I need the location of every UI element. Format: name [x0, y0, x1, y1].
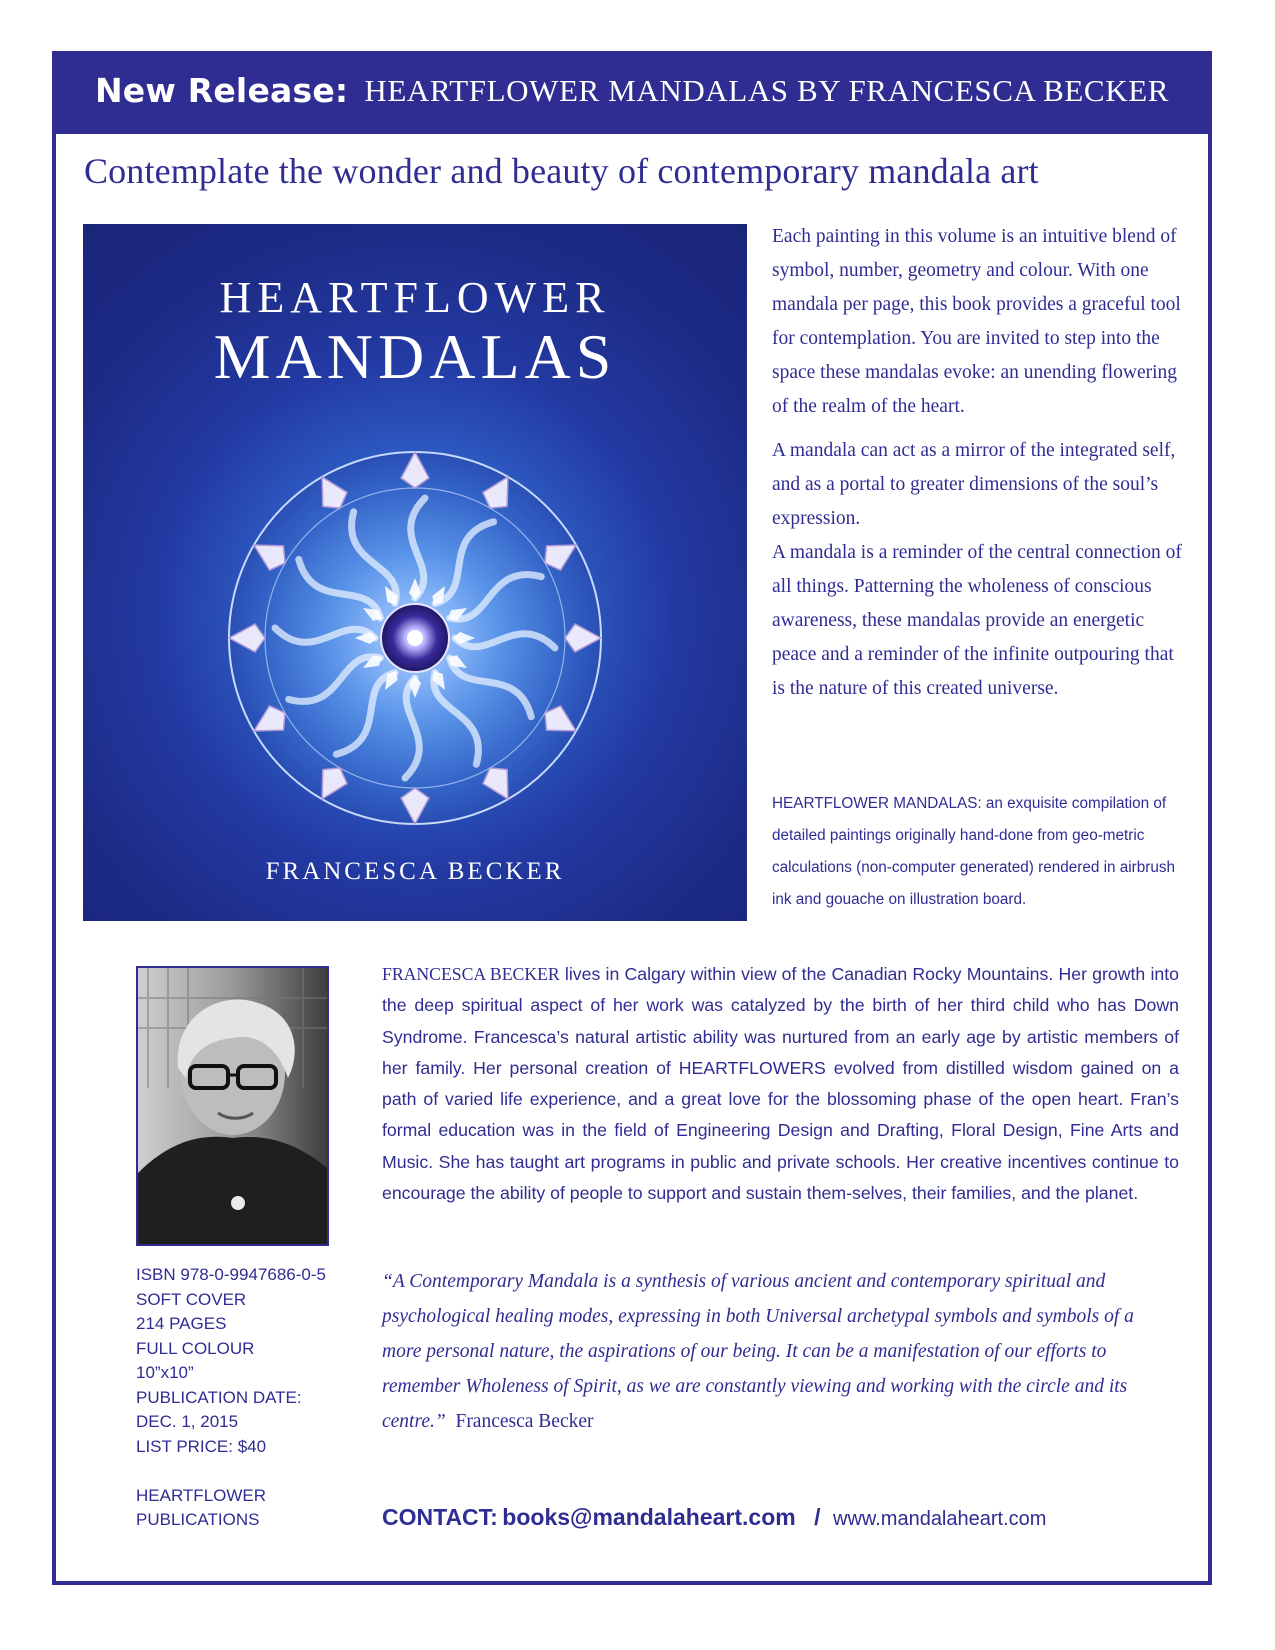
spec-isbn: ISBN 978-0-9947686-0-5 — [136, 1265, 326, 1284]
spec-publication-label: PUBLICATION DATE: — [136, 1387, 302, 1407]
banner-title: HEARTFLOWER MANDALAS BY FRANCESCA BECKER — [364, 72, 1170, 108]
spec-spacer — [136, 1459, 356, 1484]
spec-size: 10”x10” — [136, 1363, 194, 1382]
quote-text: “A Contemporary Mandala is a synthesis of various ancient and contemporary spiritual and psychological healing modes, expressing in both Universal archetypal symbols and symbols of a more personal nature, the aspirations of our being. It can be a manifestation of our efforts to remember Wholeness of Spirit, as we are constantly viewing and working with the circle and its centre.” — [382, 1271, 1134, 1432]
intro-text — [772, 220, 1182, 716]
spec-pages: 214 PAGES — [136, 1314, 227, 1333]
spec-list-price: LIST PRICE: $40 — [136, 1436, 267, 1456]
cover-title-line2: MANDALAS — [213, 321, 617, 392]
spec-colour: FULL COLOUR — [136, 1338, 255, 1358]
author-portrait-image — [138, 968, 327, 1244]
intro-paragraph-2: A mandala can act as a mirror of the integrated self, and as a portal to greater dimensions of the soul’s expression. — [772, 440, 1176, 529]
contact-website-link[interactable]: www.mandalaheart.com — [833, 1508, 1047, 1530]
author-photo — [136, 966, 329, 1246]
spec-publication-date: DEC. 1, 2015 — [136, 1412, 239, 1431]
headline: Contemplate the wonder and beauty of contemporary mandala art — [84, 151, 1039, 191]
intro-paragraph-3: A mandala is a reminder of the central connection of all things. Patterning the wholeness of conscious awareness, these mandalas provide an energetic peace and a reminder of the infinite outpouring that is the nature of this created universe. — [772, 542, 1182, 699]
bio-author-name: FRANCESCA BECKER — [382, 964, 560, 984]
release-banner — [52, 51, 1212, 134]
bio-text: lives in Calgary within view of the Canadian Rocky Mountains. Her growth into the deep spiritual aspect of her work was catalyzed by the birth of her third child who has Down Syndrome. Francesca’s natural artistic ability was nurtured from an early age by artistic members of her family. Her personal creation of HEARTFLOWERS evolved from distilled wisdom gained on a path of varied life experience, and a great love for the blossoming phase of the open heart. Fran’s formal education was in the field of Engineering Design and Drafting, Floral Design, Fine Arts and Music. She has taught art programs in public and private schools. Her creative incentives continue to encourage the ability of people to support and sustain them-selves, their families, and the planet. — [382, 964, 1179, 1204]
quote-attribution: Francesca Becker — [455, 1411, 594, 1432]
book-cover — [83, 224, 747, 921]
publisher-line-2: PUBLICATIONS — [136, 1510, 260, 1529]
author-bio — [382, 959, 1179, 1209]
contact-label: CONTACT: — [382, 1504, 498, 1530]
contact-line — [382, 1504, 1182, 1531]
compilation-description: HEARTFLOWER MANDALAS: an exquisite compilation of detailed paintings originally hand-done from geo-metric calculations (non-computer generated) rendered in airbrush ink and gouache on illustration board. — [772, 795, 1176, 908]
banner-lead: New Release: — [94, 71, 349, 110]
author-quote — [382, 1264, 1172, 1439]
cover-title-line1: HEARTFLOWER — [219, 273, 611, 322]
contact-separator: / — [814, 1504, 821, 1530]
book-specs — [136, 1263, 356, 1533]
mandala-artwork — [225, 448, 605, 828]
contact-email-link[interactable]: books@mandalaheart.com — [502, 1504, 796, 1530]
publisher-line-1: HEARTFLOWER — [136, 1485, 267, 1505]
intro-paragraph-1: Each painting in this volume is an intuitive blend of symbol, number, geometry and colour. With one mandala per page, this book provides a graceful tool for contemplation. You are invited to step into the space these mandalas evoke: an unending flowering of the realm of the heart. — [772, 226, 1181, 417]
cover-author: FRANCESCA BECKER — [265, 858, 565, 885]
spec-cover: SOFT COVER — [136, 1289, 247, 1309]
